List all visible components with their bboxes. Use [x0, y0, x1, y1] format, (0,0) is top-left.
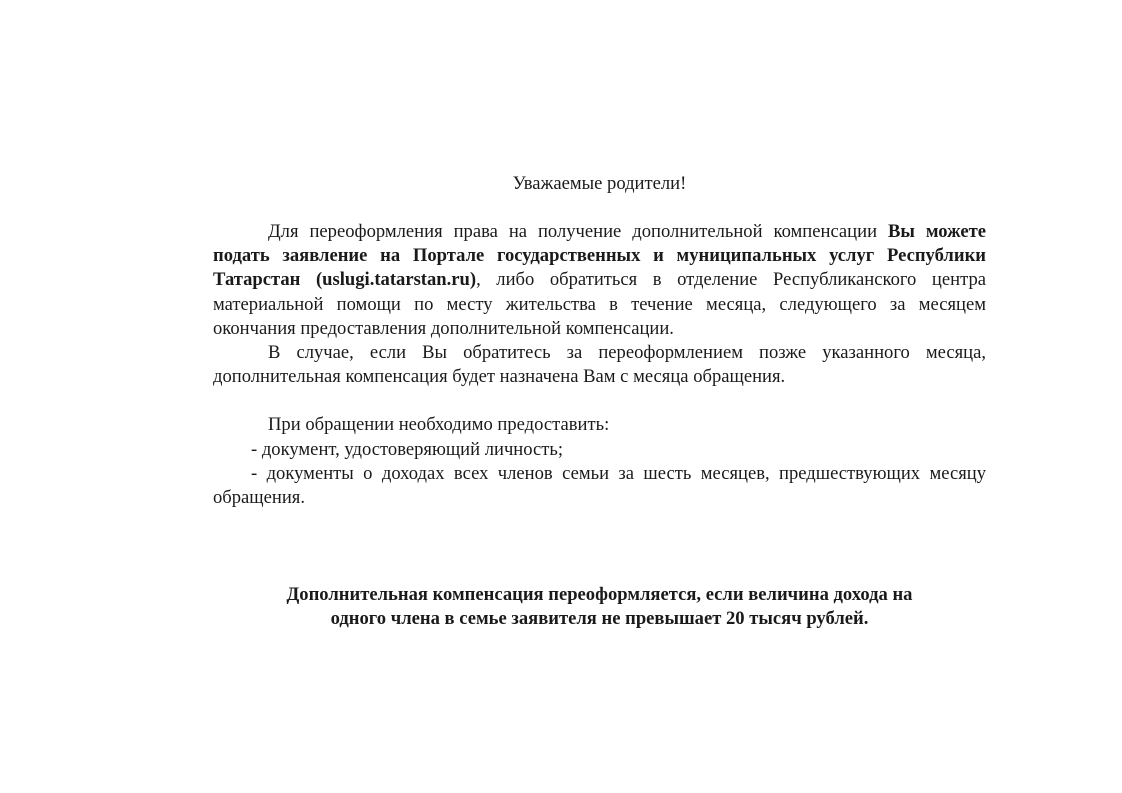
greeting-heading: Уважаемые родители! — [512, 173, 687, 194]
final-note-line-2: одного члена в семье заявителя не превышает 20 тысяч рублей. — [330, 608, 869, 630]
paragraph-reapplication — [213, 220, 986, 341]
paragraph-reapplication-end: , либо обратиться в отделение Республиканского центра материальной помощи по месту жительства в течение месяца, следующего за месяцем окончания предоставления дополнительной компенсации. — [213, 269, 986, 339]
paragraph-late-application: В случае, если Вы обратитесь за переоформлением позже указанного месяца, дополнительная компенсация будет назначена Вам с месяца обращения. — [213, 342, 986, 388]
portal-instruction-bold: Вы можете подать заявление на Портале государственных и муниципальных услуг Республики Татарстан (uslugi.tatarstan.ru) — [213, 221, 987, 291]
final-note — [213, 583, 986, 631]
document-item-income: - документы о доходах всех членов семьи за шесть месяцев, предшествующих месяцу обращения. — [213, 462, 986, 509]
documents-intro: При обращении необходимо предоставить: — [268, 414, 610, 436]
document-page — [213, 172, 986, 632]
final-note-line-1: Дополнительная компенсация переоформляется, если величина дохода на — [286, 584, 913, 606]
paragraph-reapplication-start: Для переоформления права на получение дополнительной компенсации — [268, 221, 888, 242]
document-item-identity: - документ, удостоверяющий личность; — [251, 438, 564, 460]
